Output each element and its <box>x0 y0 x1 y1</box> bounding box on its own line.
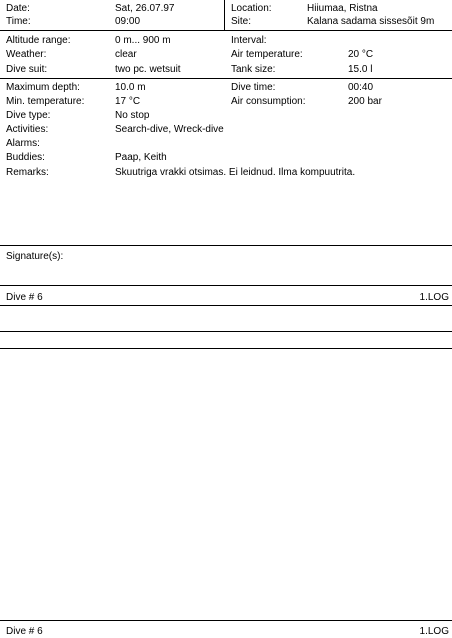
bottom-footer-dive-number: Dive # 6 <box>6 626 43 637</box>
site-value: Kalana sadama sissesõit 9m <box>307 16 435 27</box>
buddies-label: Buddies: <box>6 152 45 163</box>
date-value: Sat, 26.07.97 <box>115 3 175 14</box>
buddies-value: Paap, Keith <box>115 152 167 163</box>
altitude-label: Altitude range: <box>6 35 71 46</box>
location-value: Hiiumaa, Ristna <box>307 3 378 14</box>
interval-label: Interval: <box>231 35 267 46</box>
signature-label: Signature(s): <box>6 251 64 262</box>
max-depth-label: Maximum depth: <box>6 82 80 93</box>
remarks-rule <box>0 245 452 246</box>
next-page-section-rule <box>0 348 452 349</box>
dive-time-label: Dive time: <box>231 82 276 93</box>
dive-type-label: Dive type: <box>6 110 51 121</box>
next-page-header-rule <box>0 331 452 332</box>
min-temp-value: 17 °C <box>115 96 141 107</box>
time-value: 09:00 <box>115 16 141 27</box>
tank-value: 15.0 l <box>348 64 373 75</box>
dive-type-value: No stop <box>115 110 150 121</box>
alarms-label: Alarms: <box>6 138 40 149</box>
altitude-value: 0 m... 900 m <box>115 35 171 46</box>
date-label: Date: <box>6 3 30 14</box>
header-divider <box>224 0 225 30</box>
air-temp-value: 20 °C <box>348 49 374 60</box>
site-label: Site: <box>231 16 252 27</box>
suit-value: two pc. wetsuit <box>115 64 181 75</box>
tank-label: Tank size: <box>231 64 276 75</box>
footer-file-name: 1.LOG <box>419 292 449 303</box>
page-separator-rule <box>0 305 452 306</box>
min-temp-label: Min. temperature: <box>6 96 85 107</box>
dive-time-value: 00:40 <box>348 82 374 93</box>
weather-label: Weather: <box>6 49 47 60</box>
time-label: Time: <box>6 16 31 27</box>
bottom-footer-file-name: 1.LOG <box>419 626 449 637</box>
weather-value: clear <box>115 49 137 60</box>
remarks-label: Remarks: <box>6 167 49 178</box>
location-label: Location: <box>231 3 272 14</box>
conditions-rule <box>0 78 452 79</box>
air-temp-label: Air temperature: <box>231 49 303 60</box>
air-consumption-label: Air consumption: <box>231 96 306 107</box>
activities-label: Activities: <box>6 124 49 135</box>
max-depth-value: 10.0 m <box>115 82 146 93</box>
footer-dive-number: Dive # 6 <box>6 292 43 303</box>
suit-label: Dive suit: <box>6 64 48 75</box>
signature-rule <box>0 285 452 286</box>
header-rule <box>0 30 452 31</box>
activities-value: Search-dive, Wreck-dive <box>115 124 224 135</box>
air-consumption-value: 200 bar <box>348 96 382 107</box>
remarks-value: Skuutriga vrakki otsimas. Ei leidnud. Ilma kompuutrita. <box>115 167 356 178</box>
bottom-footer-rule <box>0 620 452 621</box>
